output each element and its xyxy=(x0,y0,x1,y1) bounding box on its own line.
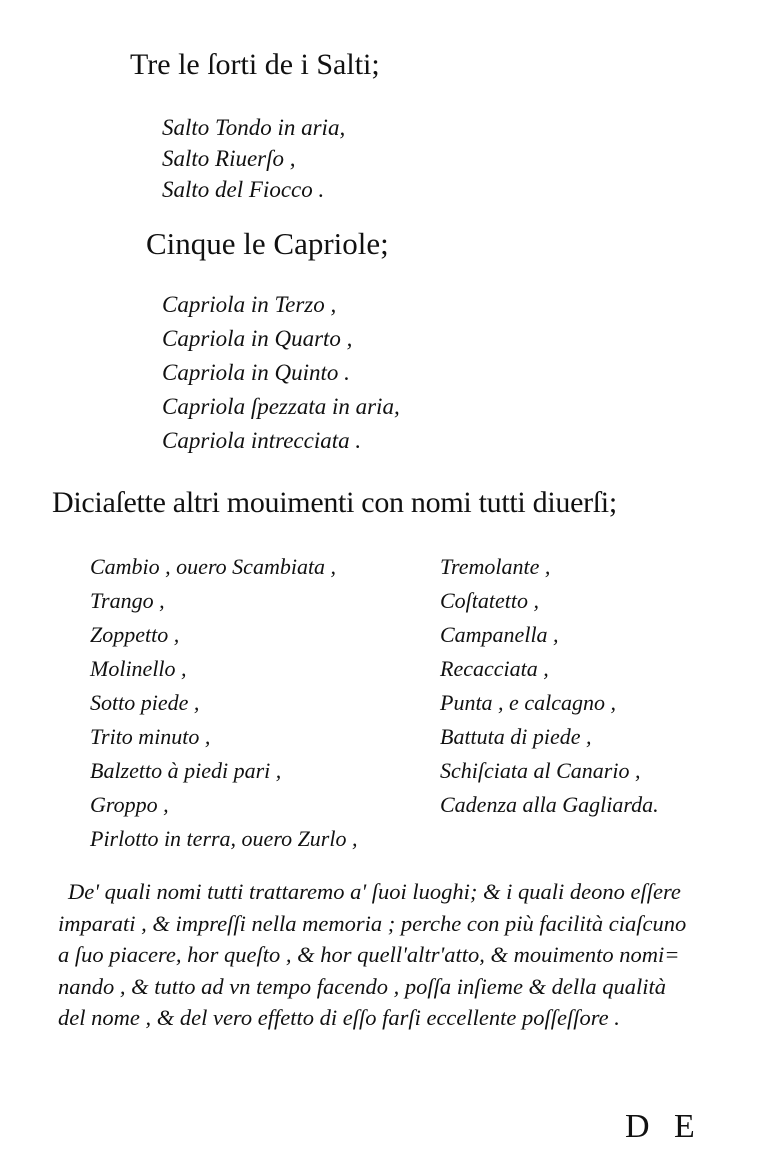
mouimento-item: Recacciata , xyxy=(440,656,549,681)
capriole-heading: Cinque le Capriole; xyxy=(146,226,389,261)
capriole-item: Capriola intrecciata . xyxy=(162,428,362,453)
mouimento-item: Trango , xyxy=(90,588,165,613)
body-paragraph xyxy=(58,876,743,1034)
mouimento-item: Battuta di piede , xyxy=(440,724,592,749)
mouimenti-column-right xyxy=(440,550,659,822)
salti-item: Salto del Fiocco . xyxy=(162,177,325,202)
salti-item: Salto Tondo in aria, xyxy=(162,115,346,140)
mouimento-item: Trito minuto , xyxy=(90,724,211,749)
paragraph-line: De' quali nomi tutti trattaremo a' ſuoi luoghi; & i quali deono eſſere xyxy=(68,879,681,904)
salti-list xyxy=(162,112,345,205)
salti-item: Salto Riuerſo , xyxy=(162,146,296,171)
mouimento-item: Zoppetto , xyxy=(90,622,180,647)
mouimento-item: Cadenza alla Gagliarda. xyxy=(440,792,659,817)
mouimenti-column-left xyxy=(90,550,357,856)
mouimento-item: Groppo , xyxy=(90,792,169,817)
mouimento-item: Sotto piede , xyxy=(90,690,200,715)
capriole-item: Capriola ſpezzata in aria, xyxy=(162,394,400,419)
mouimenti-heading: Diciaſette altri mouimenti con nomi tutti diuerſi; xyxy=(52,486,617,519)
capriole-item: Capriola in Terzo , xyxy=(162,292,337,317)
mouimento-item: Coſtatetto , xyxy=(440,588,539,613)
mouimento-item: Balzetto à piedi pari , xyxy=(90,758,282,783)
mouimento-item: Campanella , xyxy=(440,622,559,647)
signature-mark: D E xyxy=(625,1108,703,1145)
capriole-item: Capriola in Quarto , xyxy=(162,326,353,351)
paragraph-line: nando , & tutto ad vn tempo facendo , poſſa inſieme & della qualità xyxy=(58,973,667,999)
paragraph-line: imparati , & impreſſi nella memoria ; perche con più facilità ciaſcuno xyxy=(58,910,687,936)
capriole-list xyxy=(162,288,400,458)
mouimento-item: Cambio , ouero Scambiata , xyxy=(90,554,337,579)
capriole-item: Capriola in Quinto . xyxy=(162,360,350,385)
mouimento-item: Molinello , xyxy=(90,656,187,681)
mouimento-item: Pirlotto in terra, ouero Zurlo , xyxy=(90,826,358,851)
mouimento-item: Schiſciata al Canario , xyxy=(440,758,641,783)
salti-heading: Tre le ſorti de i Salti; xyxy=(130,48,380,81)
mouimento-item: Punta , e calcagno , xyxy=(440,690,616,715)
paragraph-line: a ſuo piacere, hor queſto , & hor quell'altr'atto, & mouimento nomi= xyxy=(58,942,680,967)
mouimento-item: Tremolante , xyxy=(440,554,551,579)
paragraph-line: del nome , & del vero effetto di eſſo farſi eccellente poſſeſſore . xyxy=(58,1005,620,1030)
